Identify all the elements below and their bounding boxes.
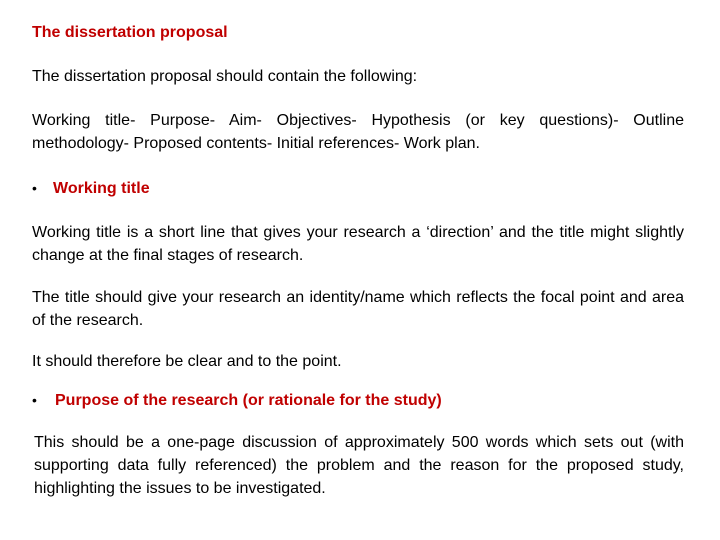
bullet-icon: • bbox=[32, 180, 37, 196]
purpose-para-1: This should be a one-page discussion of approximately 500 words which sets out (with supporting data fully referenced) the problem and the reason for the proposed study, highlighting the issues to be investigated. bbox=[34, 434, 684, 497]
working-title-para-2: The title should give your research an identity/name which reflects the focal point and area of the research. bbox=[32, 289, 684, 329]
working-title-para-3: It should therefore be clear and to the point. bbox=[32, 353, 342, 370]
heading-purpose: Purpose of the research (or rationale for the study) bbox=[55, 392, 442, 409]
page-title: The dissertation proposal bbox=[32, 24, 228, 41]
intro-text: The dissertation proposal should contain the following: bbox=[32, 68, 418, 85]
bullet-icon: • bbox=[32, 392, 37, 408]
contents-list: Working title- Purpose- Aim- Objectives- Hypothesis (or key questions)- Outline methodology- Proposed contents- Initial references- Work plan. bbox=[32, 112, 684, 152]
working-title-para-1: Working title is a short line that gives your research a ‘direction’ and the title might slightly change at the final stages of research. bbox=[32, 224, 684, 264]
heading-working-title: Working title bbox=[53, 180, 150, 197]
